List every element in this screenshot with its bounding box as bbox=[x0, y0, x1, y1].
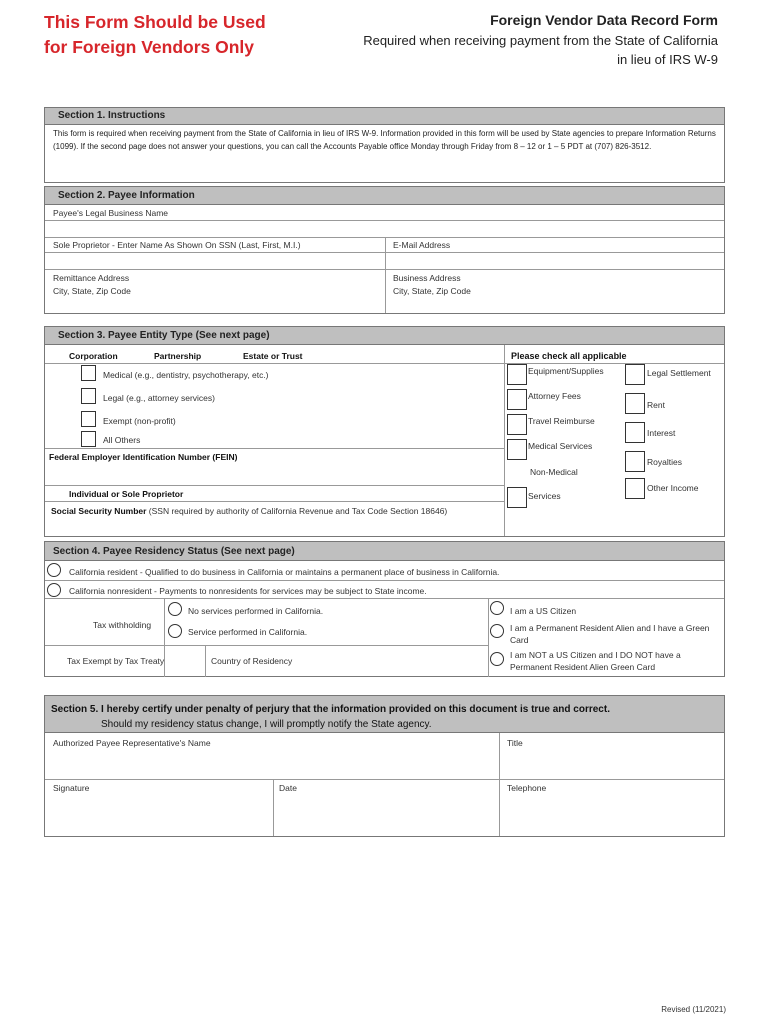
section1-heading: Section 1. Instructions bbox=[45, 108, 724, 125]
ssn-field[interactable] bbox=[45, 519, 504, 536]
title-label: Title bbox=[507, 738, 523, 748]
no-services-radio[interactable] bbox=[168, 602, 182, 616]
form-title: Foreign Vendor Data Record Form bbox=[490, 12, 718, 28]
rent-label: Rent bbox=[647, 400, 665, 410]
service-performed-label: Service performed in California. bbox=[188, 627, 308, 637]
perm-resident-label: I am a Permanent Resident Alien and I have a Green Card bbox=[510, 623, 710, 645]
section1-box bbox=[44, 107, 725, 183]
individual-label: Individual or Sole Proprietor bbox=[69, 489, 184, 499]
legal-settlement-label: Legal Settlement bbox=[647, 368, 711, 378]
foreign-vendor-warning: This Form Should be Used for Foreign Vendors Only bbox=[44, 12, 266, 57]
date-field[interactable] bbox=[275, 795, 498, 835]
fein-label: Federal Employer Identification Number (FEIN) bbox=[49, 452, 238, 462]
section2-heading: Section 2. Payee Information bbox=[45, 187, 724, 205]
us-citizen-radio[interactable] bbox=[490, 601, 504, 615]
section5-box bbox=[44, 695, 725, 837]
all-others-checkbox[interactable] bbox=[81, 431, 96, 447]
email-label: E-Mail Address bbox=[393, 240, 451, 250]
all-others-label: All Others bbox=[103, 435, 141, 445]
signature-label: Signature bbox=[53, 783, 90, 793]
country-residency-label: Country of Residency bbox=[211, 656, 293, 666]
business-address-label: Business Address bbox=[393, 273, 461, 283]
business-city-label: City, State, Zip Code bbox=[393, 286, 471, 296]
other-income-label: Other Income bbox=[647, 483, 699, 493]
remittance-address-label: Remittance Address bbox=[53, 273, 130, 283]
equipment-checkbox[interactable] bbox=[507, 364, 527, 385]
rent-checkbox[interactable] bbox=[625, 393, 645, 414]
legal-settlement-checkbox[interactable] bbox=[625, 364, 645, 385]
business-address-field[interactable] bbox=[386, 297, 724, 313]
rep-name-field[interactable] bbox=[45, 750, 498, 778]
sole-proprietor-label: Sole Proprietor - Enter Name As Shown On SSN (Last, First, M.I.) bbox=[53, 240, 301, 250]
ca-resident-label: California resident - Qualified to do business in California or maintains a permanent place of business in California. bbox=[69, 567, 500, 577]
telephone-field[interactable] bbox=[501, 795, 724, 835]
exempt-checkbox[interactable] bbox=[81, 411, 96, 427]
instructions-text: This form is required when receiving payment from the State of California in lieu of IRS W-9. Information provided in this form will be used by State agencies to prepare Information Returns (1099). If the second page does not answer your questions, you can call the Accounts Payable office Monday through Friday from 8 – 12 or 1 – 5 PDT at (707) 826-3512. bbox=[53, 129, 716, 151]
legal-checkbox[interactable] bbox=[81, 388, 96, 404]
royalties-label: Royalties bbox=[647, 457, 682, 467]
legal-name-field[interactable] bbox=[45, 221, 724, 237]
perm-resident-radio[interactable] bbox=[490, 624, 504, 638]
medical-services-label: Medical Services bbox=[528, 441, 593, 451]
fein-field[interactable] bbox=[45, 464, 504, 484]
not-citizen-label: I am NOT a US Citizen and I DO NOT have a Permanent Resident Alien Green Card bbox=[510, 650, 681, 672]
ssn-bold-label: Social Security Number bbox=[51, 506, 147, 516]
other-income-checkbox[interactable] bbox=[625, 478, 645, 499]
section4-box bbox=[44, 541, 725, 677]
email-field[interactable] bbox=[386, 253, 724, 269]
tax-withholding-label: Tax withholding bbox=[93, 620, 152, 630]
form-subtitle: Required when receiving payment from the State of California in lieu of IRS W-9 bbox=[363, 33, 718, 67]
remittance-address-field[interactable] bbox=[45, 297, 384, 313]
title-field[interactable] bbox=[501, 750, 724, 778]
ssn-note: (SSN required by authority of California Revenue and Tax Code Section 18646) bbox=[148, 506, 448, 516]
ca-nonresident-label: California nonresident - Payments to nonresidents for services may be subject to State income. bbox=[69, 586, 427, 596]
telephone-label: Telephone bbox=[507, 783, 547, 793]
medical-label: Medical (e.g., dentistry, psychotherapy, etc.) bbox=[103, 370, 269, 380]
interest-label: Interest bbox=[647, 428, 676, 438]
interest-checkbox[interactable] bbox=[625, 422, 645, 443]
section3-heading: Section 3. Payee Entity Type (See next page) bbox=[45, 327, 724, 345]
legal-label: Legal (e.g., attorney services) bbox=[103, 393, 215, 403]
equipment-label: Equipment/Supplies bbox=[528, 366, 604, 376]
section2-box bbox=[44, 186, 725, 314]
ca-resident-radio[interactable] bbox=[47, 563, 61, 577]
services-label: Services bbox=[528, 491, 561, 501]
travel-label: Travel Reimburse bbox=[528, 416, 595, 426]
date-label: Date bbox=[279, 783, 297, 793]
ca-nonresident-radio[interactable] bbox=[47, 583, 61, 597]
section5-heading: Section 5. I hereby certify under penalty of perjury that the information provided on this document is true and correct. bbox=[51, 704, 610, 715]
section5-subheading: Should my residency status change, I will promptly notify the State agency. bbox=[101, 719, 432, 730]
services-checkbox[interactable] bbox=[507, 487, 527, 508]
rep-name-label: Authorized Payee Representative's Name bbox=[53, 738, 211, 748]
partnership-label: Partnership bbox=[154, 351, 202, 361]
section5-header bbox=[45, 696, 724, 733]
us-citizen-label: I am a US Citizen bbox=[510, 606, 577, 616]
tax-exempt-label: Tax Exempt by Tax Treaty bbox=[67, 656, 165, 666]
corporation-label: Corporation bbox=[69, 351, 118, 361]
attorney-fees-checkbox[interactable] bbox=[507, 389, 527, 410]
section3-box bbox=[44, 326, 725, 537]
medical-checkbox[interactable] bbox=[81, 365, 96, 381]
sole-proprietor-field[interactable] bbox=[45, 253, 384, 269]
ssn-label bbox=[51, 506, 447, 516]
estate-trust-label: Estate or Trust bbox=[243, 351, 303, 361]
no-services-label: No services performed in California. bbox=[188, 606, 324, 616]
service-performed-radio[interactable] bbox=[168, 624, 182, 638]
non-medical-label: Non-Medical bbox=[530, 467, 578, 477]
check-all-label: Please check all applicable bbox=[511, 351, 627, 361]
remittance-city-label: City, State, Zip Code bbox=[53, 286, 131, 296]
legal-name-label: Payee's Legal Business Name bbox=[53, 208, 169, 218]
not-citizen-radio[interactable] bbox=[490, 652, 504, 666]
medical-services-checkbox[interactable] bbox=[507, 439, 527, 460]
section4-heading: Section 4. Payee Residency Status (See next page) bbox=[45, 542, 724, 561]
signature-field[interactable] bbox=[45, 795, 272, 835]
attorney-fees-label: Attorney Fees bbox=[528, 391, 581, 401]
exempt-label: Exempt (non-profit) bbox=[103, 416, 176, 426]
royalties-checkbox[interactable] bbox=[625, 451, 645, 472]
travel-checkbox[interactable] bbox=[507, 414, 527, 435]
revised-date: Revised (11/2021) bbox=[661, 1005, 726, 1014]
